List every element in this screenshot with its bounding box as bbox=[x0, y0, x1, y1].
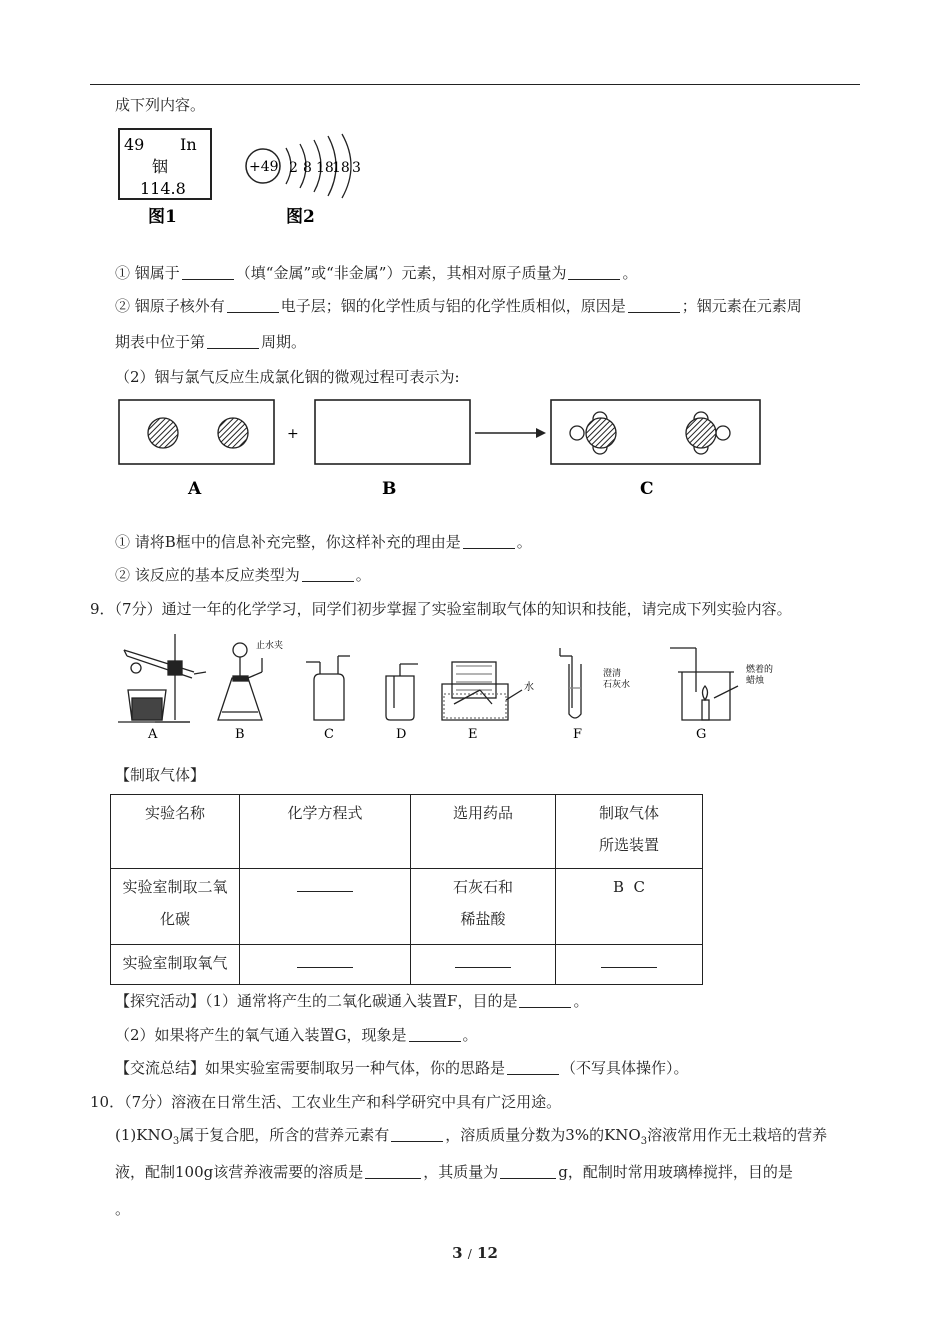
label-e: E bbox=[468, 727, 478, 742]
water-label: 水 bbox=[524, 682, 534, 693]
row-o2-apparatus bbox=[556, 945, 703, 985]
label-b: B bbox=[382, 479, 397, 499]
answer-blank bbox=[391, 1127, 443, 1142]
shell-count-4: 18 bbox=[332, 160, 350, 176]
q9-stem: 9．（7分）通过一年的化学学习，同学们初步掌握了实验室制取气体的知识和技能，请完成下列实验内容。 bbox=[90, 600, 792, 618]
indium-chloride-molecule bbox=[686, 412, 730, 454]
row-co2-apparatus: B C bbox=[556, 869, 703, 945]
table-row bbox=[111, 869, 703, 945]
row-o2-reagents bbox=[411, 945, 556, 985]
nucleus-charge: +49 bbox=[249, 159, 279, 175]
apparatus-diagram bbox=[110, 628, 800, 744]
header-equation: 化学方程式 bbox=[240, 795, 411, 869]
label-a: A bbox=[148, 727, 158, 742]
q10-line1: $(1)KNO_3$属于复合肥，所含的营养元素有 ，溶质质量分数为3%的$KNO_3$溶液常用作无土栽培的营养 bbox=[115, 1126, 828, 1147]
answer-blank bbox=[302, 567, 354, 582]
fig2-caption: 图2 bbox=[286, 207, 315, 227]
header-experiment: 实验名称 bbox=[111, 795, 240, 869]
q8-sub2: ② 该反应的基本反应类型为 。 bbox=[115, 566, 371, 584]
apparatus-c bbox=[306, 656, 350, 720]
table-header-row bbox=[111, 795, 703, 869]
answer-blank bbox=[365, 1164, 421, 1179]
explore-2: （2）如果将产生的氧气通入装置G，现象是 。 bbox=[115, 1026, 478, 1044]
indium-atom bbox=[218, 418, 248, 448]
element-figures bbox=[110, 126, 370, 230]
apparatus-f bbox=[560, 648, 581, 718]
gas-prep-table bbox=[110, 794, 703, 985]
element-name: 铟 bbox=[152, 157, 169, 176]
row-co2-equation bbox=[240, 869, 411, 945]
atomic-mass: 114.8 bbox=[140, 179, 186, 198]
q10-line3: 。 bbox=[115, 1200, 131, 1218]
fig1-caption: 图1 bbox=[148, 207, 177, 227]
page-number: 3 / 12 bbox=[452, 1244, 498, 1262]
arrow-head bbox=[536, 428, 546, 438]
reaction-diagram bbox=[110, 394, 770, 504]
label-g: G bbox=[696, 727, 707, 742]
answer-blank bbox=[507, 1060, 559, 1075]
answer-blank bbox=[519, 993, 571, 1008]
q8-line2: ② 铟原子核外有 电子层；铟的化学性质与铝的化学性质相似，原因是 ；铟元素在元素周 bbox=[115, 297, 802, 315]
q8-part2: （2）铟与氯气反应生成氯化铟的微观过程可表示为: bbox=[115, 368, 460, 386]
apparatus-d bbox=[386, 664, 418, 720]
answer-blank bbox=[500, 1164, 556, 1179]
label-c: C bbox=[640, 479, 654, 499]
explore-1: 【探究活动】（1）通常将产生的二氧化碳通入装置F，目的是 。 bbox=[115, 992, 589, 1010]
atomic-number: 49 bbox=[124, 135, 145, 154]
answer-blank bbox=[628, 298, 680, 313]
header-apparatus: 制取气体 所选装置 bbox=[556, 795, 703, 869]
apparatus-g bbox=[670, 648, 738, 720]
q8-line3: 期表中位于第 周期。 bbox=[115, 333, 307, 351]
box-b bbox=[315, 400, 470, 464]
label-f: F bbox=[573, 727, 583, 742]
candle-label: 燃着的蜡烛 bbox=[746, 665, 774, 686]
header-reagents: 选用药品 bbox=[411, 795, 556, 869]
shell-count-2: 8 bbox=[303, 160, 312, 176]
q8-line1: ① 铟属于 （填“金属”或“非金属”）元素，其相对原子质量为 。 bbox=[115, 264, 638, 282]
answer-blank bbox=[409, 1027, 461, 1042]
answer-blank bbox=[207, 334, 259, 349]
shell-count-1: 2 bbox=[289, 160, 298, 176]
answer-blank bbox=[463, 534, 515, 549]
label-a: A bbox=[188, 479, 202, 499]
answer-blank bbox=[182, 265, 234, 280]
apparatus-b bbox=[218, 643, 262, 720]
answer-blank bbox=[297, 877, 353, 892]
label-d: D bbox=[396, 727, 407, 742]
row-o2-name: 实验室制取氧气 bbox=[111, 945, 240, 985]
section-heading: 【制取气体】 bbox=[115, 766, 206, 784]
answer-blank bbox=[297, 953, 353, 968]
q10-line2: 液，配制100g该营养液需要的溶质是 ，其质量为 g，配制时常用玻璃棒搅拌，目的是 bbox=[115, 1163, 793, 1181]
label-c: C bbox=[324, 727, 334, 742]
indium-atom bbox=[148, 418, 178, 448]
apparatus-a bbox=[118, 634, 206, 722]
q10-stem: 10．（7分）溶液在日常生活、工农业生产和科学研究中具有广泛用途。 bbox=[90, 1093, 562, 1111]
header-rule bbox=[90, 84, 860, 85]
row-o2-equation bbox=[240, 945, 411, 985]
answer-blank bbox=[568, 265, 620, 280]
label-b: B bbox=[235, 727, 245, 742]
row-co2-reagents: 石灰石和 稀盐酸 bbox=[411, 869, 556, 945]
shell-count-3: 18 bbox=[316, 160, 334, 176]
element-symbol: In bbox=[180, 135, 197, 154]
shell-count-5: 3 bbox=[352, 160, 361, 176]
summary: 【交流总结】如果实验室需要制取另一种气体，你的思路是 （不写具体操作）。 bbox=[115, 1059, 689, 1077]
answer-blank bbox=[601, 953, 657, 968]
q8-sub1: ① 请将B框中的信息补充完整，你这样补充的理由是 。 bbox=[115, 533, 532, 551]
plus-sign: + bbox=[287, 426, 299, 442]
answer-blank bbox=[455, 953, 511, 968]
intro-text: 成下列内容。 bbox=[115, 96, 206, 114]
indium-chloride-molecule bbox=[570, 412, 616, 454]
row-co2-name: 实验室制取二氧 化碳 bbox=[111, 869, 240, 945]
limewater-label: 澄清石灰水 bbox=[603, 669, 631, 690]
answer-blank bbox=[227, 298, 279, 313]
box-a bbox=[119, 400, 274, 464]
apparatus-e bbox=[442, 662, 522, 720]
clamp-label: 止水夹 bbox=[256, 641, 284, 651]
table-row bbox=[111, 945, 703, 985]
